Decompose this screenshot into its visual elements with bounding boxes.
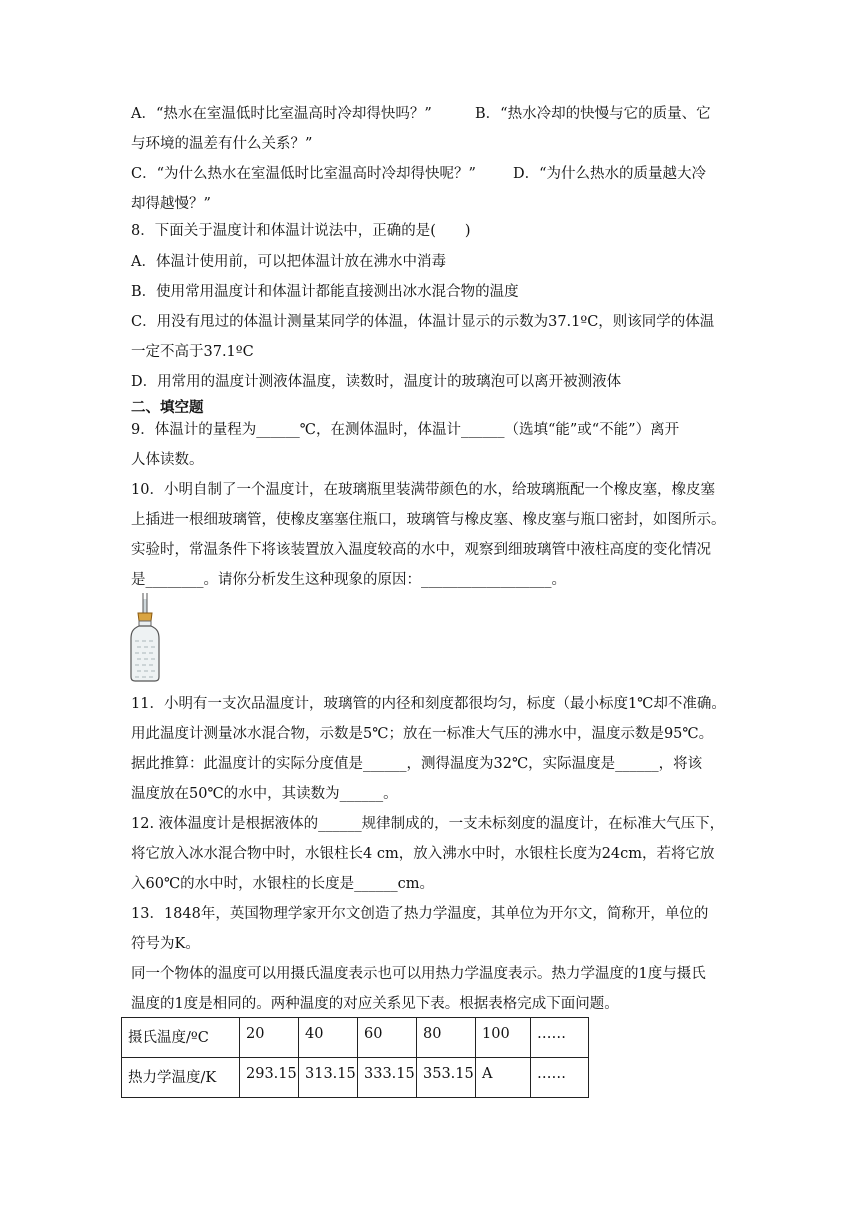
table-row [122, 1018, 589, 1058]
q13-line1: 13．1848年，英国物理学家开尔文创造了热力学温度，其单位为开尔文，简称开，单位的 [131, 906, 709, 922]
q13-line3: 同一个物体的温度可以用摄氏温度表示也可以用热力学温度表示。热力学温度的1度与摄氏 [131, 966, 706, 982]
table-cell: 353.15 [417, 1058, 476, 1098]
q11-line2: 用此温度计测量冰水混合物，示数是5℃；放在一标准大气压的沸水中，温度示数是95℃。 [131, 726, 714, 742]
temperature-table [121, 1017, 589, 1098]
q7-option-d-cont: 却得越慢？” [131, 196, 211, 212]
table-cell: A [476, 1058, 531, 1098]
q13-line2: 符号为K。 [131, 936, 200, 952]
q7-options-line3 [131, 164, 731, 184]
table-cell: 313.15 [299, 1058, 358, 1098]
table-cell: 热力学温度/K [122, 1058, 240, 1098]
q10-line3: 实验时，常温条件下将该装置放入温度较高的水中，观察到细玻璃管中液柱高度的变化情况 [131, 542, 711, 558]
table-cell: …… [531, 1058, 589, 1098]
q8-option-d: D．用常用的温度计测液体温度，读数时，温度计的玻璃泡可以离开被测液体 [131, 374, 622, 390]
q11-line4: 温度放在50℃的水中，其读数为______。 [131, 786, 398, 802]
q7-option-b: B．“热水冷却的快慢与它的质量、它 [475, 106, 711, 122]
q7-option-d: D．“为什么热水的质量越大冷 [513, 166, 707, 182]
table-cell: 80 [417, 1018, 476, 1058]
table-cell: 摄氏温度/ºC [122, 1018, 240, 1058]
q10-line1: 10．小明自制了一个温度计，在玻璃瓶里装满带颜色的水，给玻璃瓶配一个橡皮塞，橡皮塞 [131, 482, 715, 498]
table-cell: 100 [476, 1018, 531, 1058]
table-cell: 293.15 [240, 1058, 299, 1098]
q7-option-b-cont: 与环境的温差有什么关系？” [131, 136, 313, 152]
table-cell: 40 [299, 1018, 358, 1058]
q8-option-c-line1: C．用没有甩过的体温计测量某同学的体温，体温计显示的示数为37.1ºC，则该同学的体温 [131, 314, 715, 330]
q9-line2: 人体读数。 [131, 452, 204, 468]
table-cell: …… [531, 1018, 589, 1058]
q8-stem: 8．下面关于温度计和体温计说法中，正确的是( ) [131, 223, 471, 239]
table-row [122, 1058, 589, 1098]
q12-line2: 将它放入冰水混合物中时，水银柱长4 cm，放入沸水中时，水银柱长度为24cm，若将它放 [131, 846, 715, 862]
q12-line3: 入60℃的水中时，水银柱的长度是______cm。 [131, 876, 435, 892]
table-cell: 60 [358, 1018, 417, 1058]
q9-line1: 9．体温计的量程为______℃，在测体温时，体温计______（选填“能”或“不能”）离开 [131, 422, 680, 438]
q8-option-c-line2: 一定不高于37.1ºC [131, 344, 254, 360]
q13-line4: 温度的1度是相同的。两种温度的对应关系见下表。根据表格完成下面问题。 [131, 996, 619, 1012]
table-cell: 20 [240, 1018, 299, 1058]
q11-line1: 11．小明有一支次品温度计，玻璃管的内径和刻度都很均匀，标度（最小标度1℃却不准确。 [131, 696, 726, 712]
homemade-thermometer-bottle-figure [128, 593, 162, 683]
table-cell: 333.15 [358, 1058, 417, 1098]
q7-options-line1 [131, 104, 731, 124]
q10-line4: 是________。请你分析发生这种现象的原因：__________________。 [131, 572, 566, 588]
q11-line3: 据此推算：此温度计的实际分度值是______，测得温度为32℃，实际温度是______，将该 [131, 756, 703, 772]
q12-line1: 12. 液体温度计是根据液体的______规律制成的，一支未标刻度的温度计，在标准大气压下， [131, 816, 725, 832]
section-title: 二、填空题 [131, 400, 204, 416]
q8-option-b: B．使用常用温度计和体温计都能直接测出冰水混合物的温度 [131, 284, 519, 300]
q10-line2: 上插进一根细玻璃管，使橡皮塞塞住瓶口，玻璃管与橡皮塞、橡皮塞与瓶口密封，如图所示。 [131, 512, 726, 528]
q7-option-c: C．“为什么热水在室温低时比室温高时冷却得快呢？” [131, 166, 476, 182]
q7-option-a: A．“热水在室温低时比室温高时冷却得快吗？” [131, 106, 432, 122]
q8-option-a: A．体温计使用前，可以把体温计放在沸水中消毒 [131, 254, 446, 270]
